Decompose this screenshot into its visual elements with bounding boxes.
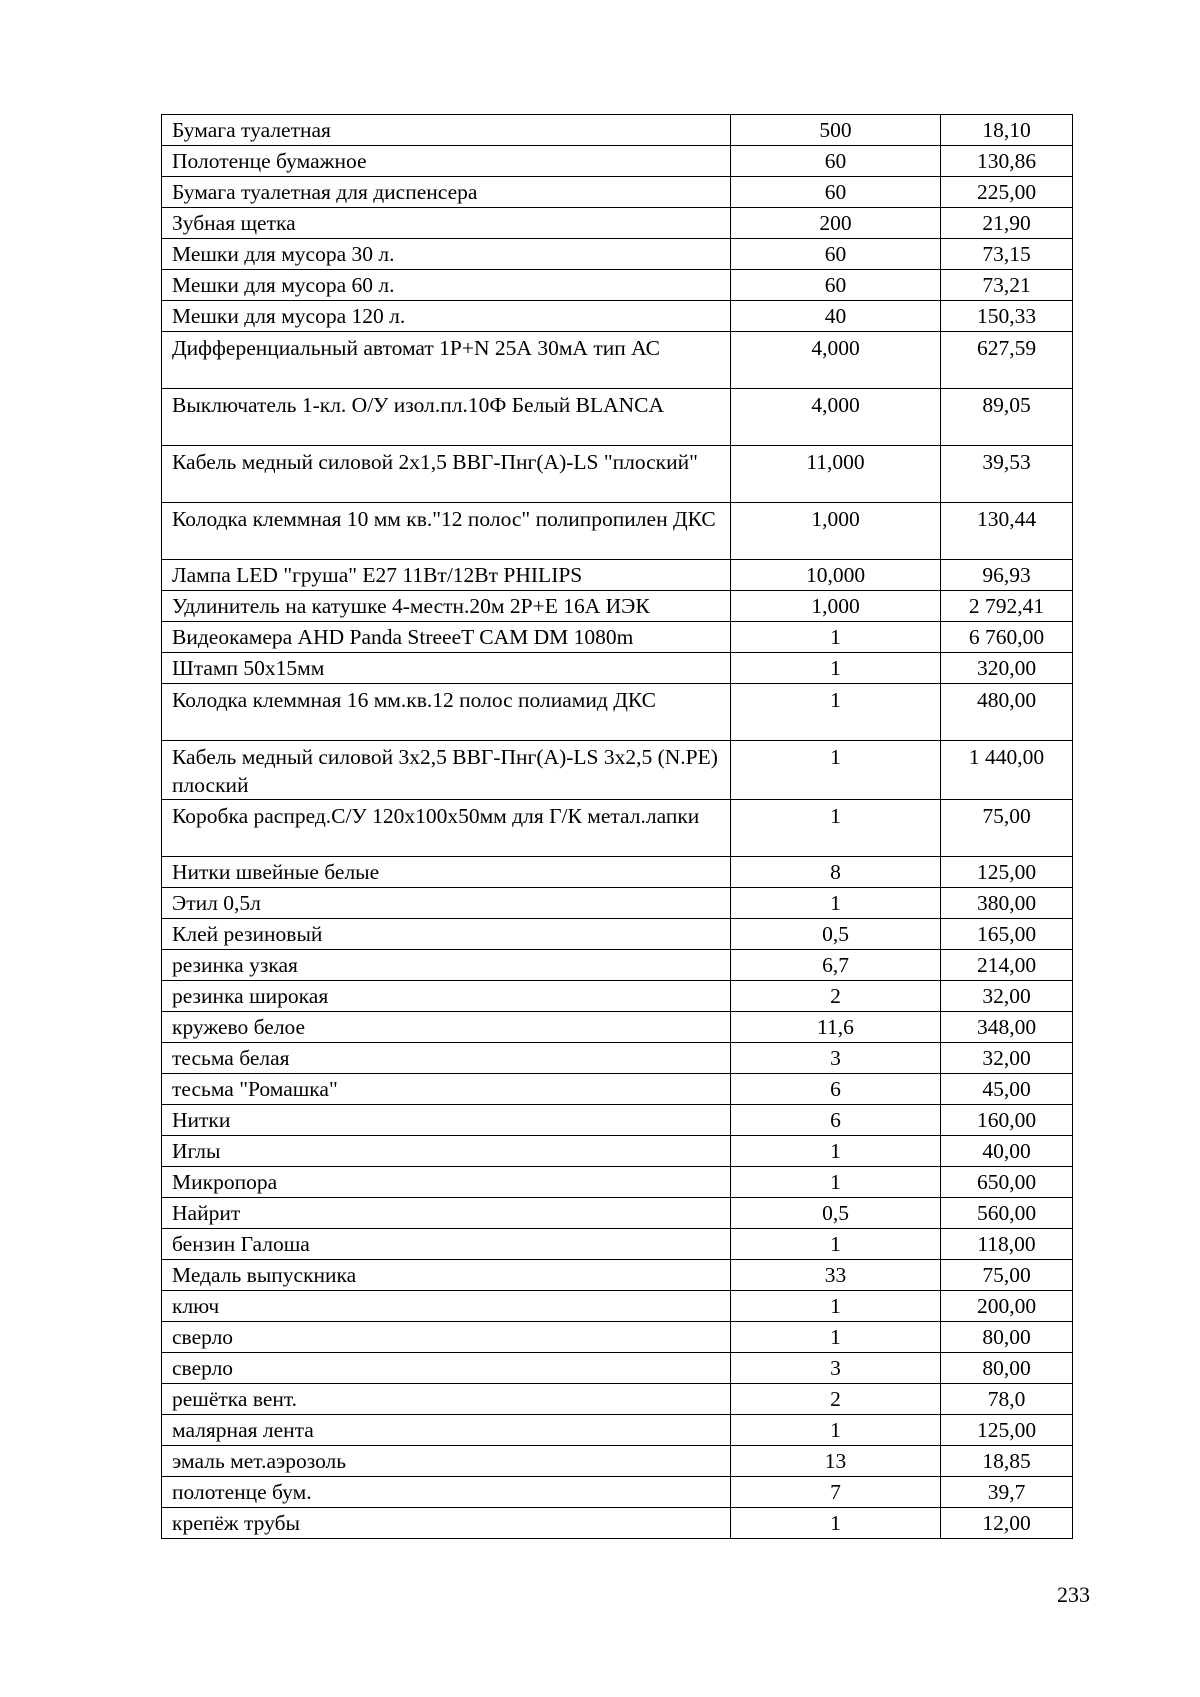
quantity-cell: 1 <box>731 1322 941 1353</box>
table-row <box>162 1105 1073 1136</box>
item-name-cell: Лампа LED "груша" Е27 11Вт/12Вт PHILIPS <box>162 560 731 591</box>
price-cell: 39,53 <box>941 446 1073 503</box>
price-cell: 165,00 <box>941 919 1073 950</box>
item-name-cell: Медаль выпускника <box>162 1260 731 1291</box>
items-table <box>161 114 1073 1539</box>
item-name-cell: Мешки для мусора 120 л. <box>162 301 731 332</box>
price-cell: 160,00 <box>941 1105 1073 1136</box>
price-cell: 18,85 <box>941 1446 1073 1477</box>
price-cell: 650,00 <box>941 1167 1073 1198</box>
page-number: 233 <box>1057 1582 1090 1607</box>
quantity-cell: 0,5 <box>731 919 941 950</box>
item-name-cell: эмаль мет.аэрозоль <box>162 1446 731 1477</box>
item-name-cell: Удлинитель на катушке 4-местн.20м 2Р+Е 16А ИЭК <box>162 591 731 622</box>
quantity-cell: 1,000 <box>731 503 941 560</box>
price-cell: 75,00 <box>941 800 1073 857</box>
item-name-cell: Нитки швейные белые <box>162 857 731 888</box>
price-cell: 73,21 <box>941 270 1073 301</box>
quantity-cell: 2 <box>731 981 941 1012</box>
price-cell: 130,86 <box>941 146 1073 177</box>
price-cell: 73,15 <box>941 239 1073 270</box>
quantity-cell: 8 <box>731 857 941 888</box>
price-cell: 78,0 <box>941 1384 1073 1415</box>
quantity-cell: 60 <box>731 239 941 270</box>
items-table-body <box>162 115 1073 1539</box>
price-cell: 225,00 <box>941 177 1073 208</box>
price-cell: 130,44 <box>941 503 1073 560</box>
quantity-cell: 1 <box>731 653 941 684</box>
item-name-cell: крепёж трубы <box>162 1508 731 1539</box>
table-row <box>162 1353 1073 1384</box>
quantity-cell: 1 <box>731 1415 941 1446</box>
quantity-cell: 1 <box>731 622 941 653</box>
table-row <box>162 1136 1073 1167</box>
item-name-cell: Клей резиновый <box>162 919 731 950</box>
table-row <box>162 270 1073 301</box>
table-row <box>162 239 1073 270</box>
quantity-cell: 1 <box>731 1229 941 1260</box>
table-row <box>162 1229 1073 1260</box>
item-name-cell: Бумага туалетная <box>162 115 731 146</box>
item-name-cell: Колодка клеммная 10 мм кв."12 полос" полипропилен ДКС <box>162 503 731 560</box>
item-name-cell: ключ <box>162 1291 731 1322</box>
item-name-cell: тесьма "Ромашка" <box>162 1074 731 1105</box>
item-name-cell: сверло <box>162 1322 731 1353</box>
item-name-cell: решётка вент. <box>162 1384 731 1415</box>
quantity-cell: 1,000 <box>731 591 941 622</box>
quantity-cell: 6 <box>731 1074 941 1105</box>
price-cell: 21,90 <box>941 208 1073 239</box>
quantity-cell: 4,000 <box>731 389 941 446</box>
quantity-cell: 40 <box>731 301 941 332</box>
table-row <box>162 741 1073 800</box>
price-cell: 320,00 <box>941 653 1073 684</box>
item-name-cell: Бумага туалетная для диспенсера <box>162 177 731 208</box>
price-cell: 45,00 <box>941 1074 1073 1105</box>
item-name-cell: Зубная щетка <box>162 208 731 239</box>
item-name-cell: Этил 0,5л <box>162 888 731 919</box>
quantity-cell: 1 <box>731 1291 941 1322</box>
table-row <box>162 981 1073 1012</box>
quantity-cell: 1 <box>731 1508 941 1539</box>
price-cell: 125,00 <box>941 1415 1073 1446</box>
item-name-cell: сверло <box>162 1353 731 1384</box>
table-row <box>162 684 1073 741</box>
table-row <box>162 1322 1073 1353</box>
price-cell: 32,00 <box>941 981 1073 1012</box>
quantity-cell: 1 <box>731 800 941 857</box>
table-row <box>162 1291 1073 1322</box>
table-row <box>162 446 1073 503</box>
price-cell: 6 760,00 <box>941 622 1073 653</box>
item-name-cell: Мешки для мусора 30 л. <box>162 239 731 270</box>
quantity-cell: 200 <box>731 208 941 239</box>
table-row <box>162 1260 1073 1291</box>
quantity-cell: 13 <box>731 1446 941 1477</box>
item-name-cell: Дифференциальный автомат 1P+N 25А 30мА тип АС <box>162 332 731 389</box>
price-cell: 40,00 <box>941 1136 1073 1167</box>
table-row <box>162 503 1073 560</box>
price-cell: 480,00 <box>941 684 1073 741</box>
price-cell: 18,10 <box>941 115 1073 146</box>
price-cell: 80,00 <box>941 1353 1073 1384</box>
item-name-cell: кружево белое <box>162 1012 731 1043</box>
price-cell: 96,93 <box>941 560 1073 591</box>
table-row <box>162 1167 1073 1198</box>
item-name-cell: Кабель медный силовой 2х1,5 ВВГ-Пнг(А)-LS "плоский" <box>162 446 731 503</box>
table-row <box>162 1446 1073 1477</box>
table-row <box>162 591 1073 622</box>
price-cell: 32,00 <box>941 1043 1073 1074</box>
price-cell: 125,00 <box>941 857 1073 888</box>
quantity-cell: 60 <box>731 177 941 208</box>
table-row <box>162 115 1073 146</box>
price-cell: 75,00 <box>941 1260 1073 1291</box>
price-cell: 39,7 <box>941 1477 1073 1508</box>
quantity-cell: 6,7 <box>731 950 941 981</box>
item-name-cell: Микропора <box>162 1167 731 1198</box>
item-name-cell: малярная лента <box>162 1415 731 1446</box>
table-row <box>162 888 1073 919</box>
table-row <box>162 1508 1073 1539</box>
quantity-cell: 60 <box>731 270 941 301</box>
quantity-cell: 10,000 <box>731 560 941 591</box>
table-row <box>162 622 1073 653</box>
table-row <box>162 919 1073 950</box>
price-cell: 118,00 <box>941 1229 1073 1260</box>
table-row <box>162 1074 1073 1105</box>
quantity-cell: 6 <box>731 1105 941 1136</box>
quantity-cell: 11,000 <box>731 446 941 503</box>
price-cell: 200,00 <box>941 1291 1073 1322</box>
table-row <box>162 1043 1073 1074</box>
item-name-cell: Полотенце бумажное <box>162 146 731 177</box>
quantity-cell: 1 <box>731 1167 941 1198</box>
table-row <box>162 1477 1073 1508</box>
item-name-cell: Видеокамера AHD Panda StreeeT CAM DM 1080m <box>162 622 731 653</box>
price-cell: 89,05 <box>941 389 1073 446</box>
price-cell: 1 440,00 <box>941 741 1073 800</box>
item-name-cell: Найрит <box>162 1198 731 1229</box>
table-row <box>162 1384 1073 1415</box>
quantity-cell: 2 <box>731 1384 941 1415</box>
price-cell: 12,00 <box>941 1508 1073 1539</box>
table-row <box>162 208 1073 239</box>
item-name-cell: Штамп 50х15мм <box>162 653 731 684</box>
table-row <box>162 1198 1073 1229</box>
item-name-cell: бензин Галоша <box>162 1229 731 1260</box>
quantity-cell: 11,6 <box>731 1012 941 1043</box>
price-cell: 627,59 <box>941 332 1073 389</box>
item-name-cell: Иглы <box>162 1136 731 1167</box>
price-cell: 80,00 <box>941 1322 1073 1353</box>
table-row <box>162 301 1073 332</box>
item-name-cell: Колодка клеммная 16 мм.кв.12 полос полиамид ДКС <box>162 684 731 741</box>
item-name-cell: полотенце бум. <box>162 1477 731 1508</box>
price-cell: 380,00 <box>941 888 1073 919</box>
quantity-cell: 1 <box>731 1136 941 1167</box>
item-name-cell: Коробка распред.С/У 120х100х50мм для Г/К метал.лапки <box>162 800 731 857</box>
quantity-cell: 60 <box>731 146 941 177</box>
table-row <box>162 1415 1073 1446</box>
quantity-cell: 7 <box>731 1477 941 1508</box>
quantity-cell: 33 <box>731 1260 941 1291</box>
quantity-cell: 1 <box>731 888 941 919</box>
table-row <box>162 857 1073 888</box>
quantity-cell: 3 <box>731 1043 941 1074</box>
item-name-cell: Выключатель 1-кл. О/У изол.пл.10Ф Белый BLANCA <box>162 389 731 446</box>
table-row <box>162 332 1073 389</box>
table-row <box>162 800 1073 857</box>
quantity-cell: 4,000 <box>731 332 941 389</box>
price-cell: 214,00 <box>941 950 1073 981</box>
quantity-cell: 3 <box>731 1353 941 1384</box>
item-name-cell: Мешки для мусора 60 л. <box>162 270 731 301</box>
item-name-cell: Кабель медный силовой 3х2,5 ВВГ-Пнг(А)-LS 3х2,5 (N.PE) плоский <box>162 741 731 800</box>
price-cell: 150,33 <box>941 301 1073 332</box>
quantity-cell: 1 <box>731 741 941 800</box>
quantity-cell: 1 <box>731 684 941 741</box>
table-row <box>162 1012 1073 1043</box>
item-name-cell: тесьма белая <box>162 1043 731 1074</box>
quantity-cell: 500 <box>731 115 941 146</box>
price-cell: 348,00 <box>941 1012 1073 1043</box>
table-row <box>162 560 1073 591</box>
item-name-cell: Нитки <box>162 1105 731 1136</box>
price-cell: 2 792,41 <box>941 591 1073 622</box>
table-row <box>162 177 1073 208</box>
table-row <box>162 653 1073 684</box>
quantity-cell: 0,5 <box>731 1198 941 1229</box>
price-cell: 560,00 <box>941 1198 1073 1229</box>
table-row <box>162 950 1073 981</box>
item-name-cell: резинка широкая <box>162 981 731 1012</box>
table-row <box>162 389 1073 446</box>
item-name-cell: резинка узкая <box>162 950 731 981</box>
table-row <box>162 146 1073 177</box>
